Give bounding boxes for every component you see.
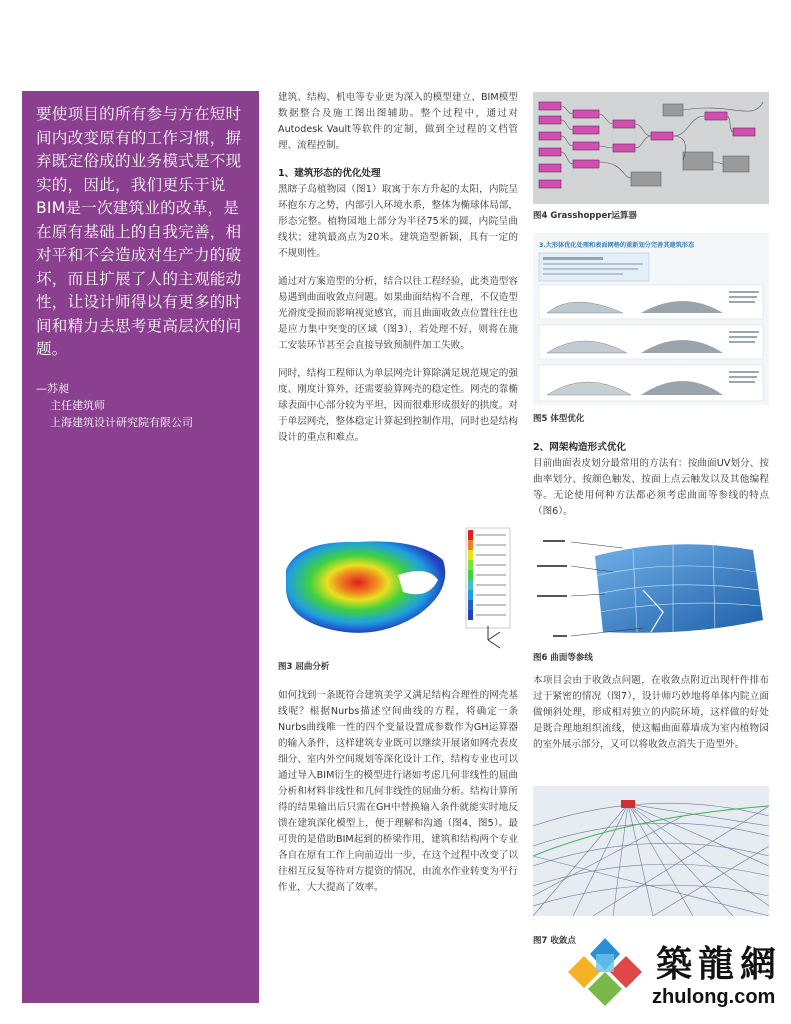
section-heading-2: 2、网架构造形式优化	[533, 442, 627, 453]
figure-5-caption: 图5 体型优化	[533, 414, 585, 424]
figure-5-title: 3.大形体优化处理和表面网格的重新划分完善其建筑形态	[539, 242, 695, 249]
quote-text: 要使项目的所有参与方在短时间内改变原有的工作习惯，摒弃既定俗成的业务模式是不现实的，因此，我们更乐于说BIM是一次建筑业的改革，是在原有基础上的自我完善，相对平和不会造成对生产力的破坏，而且扩展了人的主观能动性，让设计师得以有更多的时间和精力去思考更高层次的问题。	[36, 105, 242, 358]
middle-column-top	[278, 90, 518, 458]
right-column-bottom	[533, 673, 769, 765]
paragraph-5: 如何找到一条既符合建筑美学又满足结构合理性的网壳基线呢？根据Nurbs描述空间曲线的方程，将确定一条Nurbs曲线唯一性的四个变量设置成参数作为GH运算器的输入条件，这样建筑专业既可以继续开展诸如网壳表皮细分、室内外空间规划等深化设计工作，结构专业也可以通过导入BIM衍生的模型进行诸如考虑几何非线性的屈曲分析和材料非线性和几何非线性的屈曲分析。结构计算所得的结果输出后只需在GH中替换输入条件就能实时地反馈在建筑深化模型上，便于理解和沟通（图4、图5）。最可贵的是借助BIM起到的桥梁作用，建筑和结构两个专业各自在原有工作上向前迈出一步，在这个过程中改变了以往相互反复等待对方提资的情况，由流水作业转变为平行作业，大大提高了效率。	[278, 690, 518, 893]
right-column-section-2	[533, 440, 769, 532]
figure-4-caption: 图4 Grasshopper运算器	[533, 211, 637, 221]
quote-box	[22, 91, 259, 1003]
quote-author-org: 上海建筑设计研究院有限公司	[50, 415, 193, 429]
paragraph-3: 通过对方案造型的分析，结合以往工程经验，此类造型容易遇到曲面收敛点问题。如果曲面结构不合理，不仅造型光滑度受损而影响视觉感官，而且曲面收敛点位置往往也是应力集中突变的区域（图3），若处理不好，则将在施工安装环节甚至会直接导致预制件加工失败。	[278, 276, 518, 351]
paragraph-2: 黑瞎子岛植物园（图1）取寓于东方升起的太阳，内院呈环抱东方之势，内部引入环境水系，整体为椭球体局部，形态完整。植物园地上部分为半径75米的圆，内院呈曲线状；建筑最高点为20米。建筑造型新颖，具有一定的不规则性。	[278, 184, 518, 259]
figure-3-caption: 图3 屈曲分析	[278, 662, 330, 672]
quote-author-title: 主任建筑师	[50, 398, 105, 412]
zhulong-logo	[560, 930, 788, 1020]
figure-7-caption: 图7 收敛点	[533, 936, 576, 946]
logo-chinese-name: 築龍網	[656, 943, 783, 985]
zhulong-logo-icon	[560, 934, 650, 1014]
paragraph-6: 目前曲面表皮划分最常用的方法有：按曲面UV划分、按曲率划分、按颜色触发、按面上点云触发以及其他编程等。无论使用何种方法都必须考虑曲面等参线的特点（图6）。	[533, 458, 769, 517]
figure-6-isoparametric-curves	[533, 528, 769, 646]
figure-5-shape-optimization	[533, 233, 769, 405]
middle-column-bottom	[278, 688, 518, 908]
paragraph-4: 同时，结构工程师认为单层网壳计算除满足规范规定的强度、刚度计算外，还需要验算网壳的稳定性。网壳的靠椭球表面中心部分较为平坦，因而很难形成很好的拱度。对于单层网壳，整体稳定计算起到控制作用，同时也是结构设计的重点和难点。	[278, 368, 518, 443]
figure-7-convergence-point	[533, 786, 769, 916]
figure-4-grasshopper	[533, 92, 769, 204]
paragraph-7: 本项目会由于收敛点问题，在收敛点附近出现杆件排布过于紧密的情况（图7），设计师巧妙地将单体内院立面做倾斜处理，形成相对独立的内院环境，这样做的好处是既合理地组织流线，使这幅曲面幕墙成为室内植物园的室外展示部分，又可以将收敛点消失于造型外。	[533, 675, 769, 750]
quote-attribution	[36, 380, 249, 431]
figure-3-buckling-analysis	[278, 520, 518, 658]
section-heading-1: 1、建筑形态的优化处理	[278, 168, 381, 179]
paragraph-1: 建筑、结构、机电等专业更为深入的模型建立、BIM模型数据整合及施工图出图辅助。整个过程中，通过对Autodesk Vault等软件的定制，做到全过程的文档管理、流程控制。	[278, 92, 518, 151]
figure-6-caption: 图6 曲面等参线	[533, 653, 593, 663]
logo-domain: zhulong.com	[652, 986, 776, 1008]
quote-author: —苏昶	[36, 381, 69, 395]
